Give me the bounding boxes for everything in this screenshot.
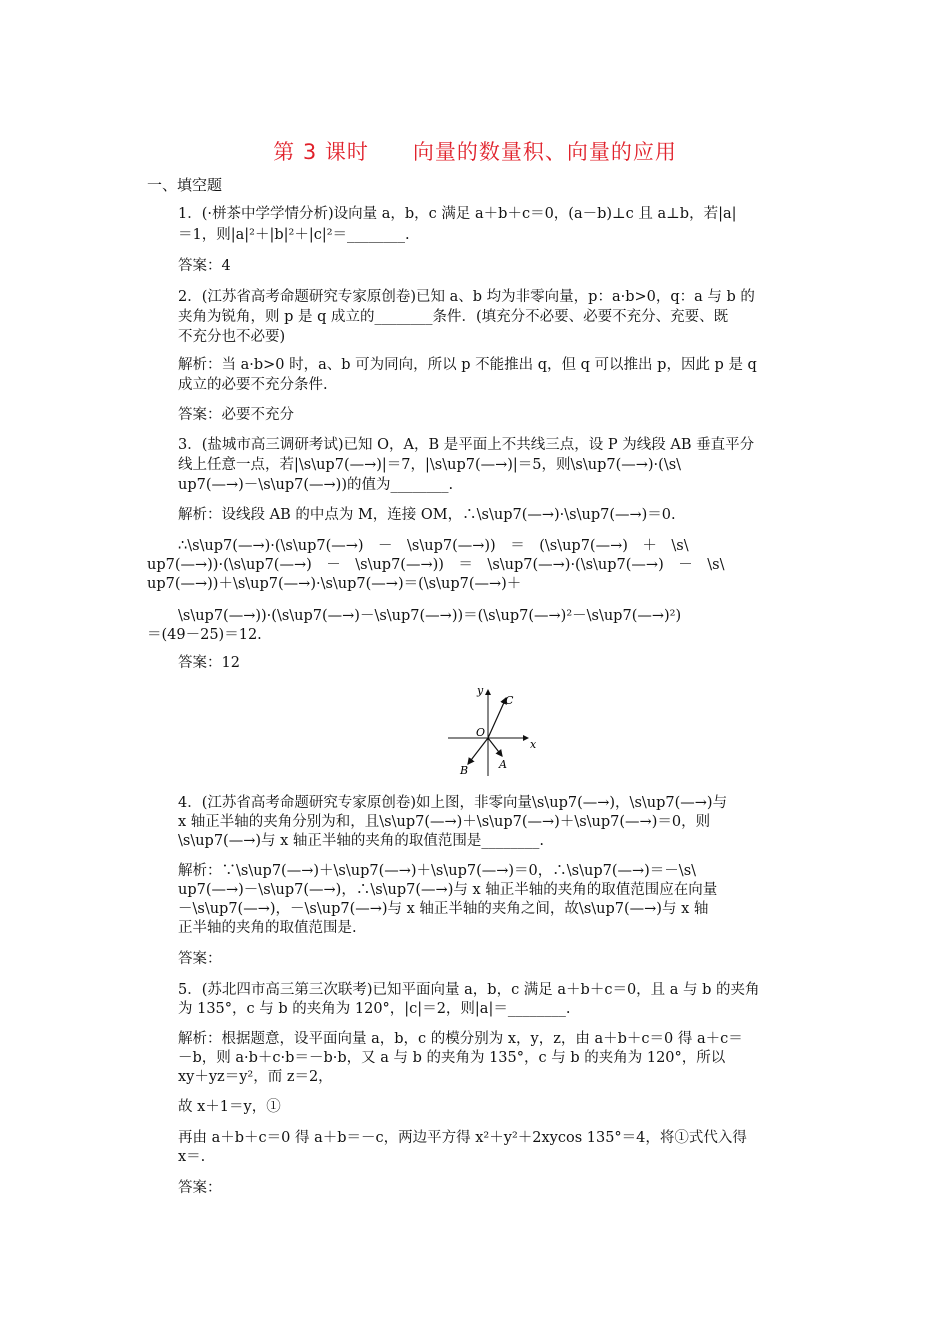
q4-analysis-3: －\s\up7(—→)，－\s\up7(—→)与 x 轴正半轴的夹角之间，故\s\up7(—→)与 x 轴: [178, 901, 709, 917]
lesson-title: 第 3 课时 向量的数量积、向量的应用: [273, 140, 677, 164]
q2-line-2: 夹角为锐角，则 p 是 q 成立的________条件．(填充分不必要、必要不充分、充要、既: [178, 309, 729, 325]
q5-answer: 答案：: [178, 1180, 222, 1196]
q3-line-1: 3．(盐城市高三调研考试)已知 O，A，B 是平面上不共线三点，设 P 为线段 AB 垂直平分: [178, 437, 755, 453]
q3-analysis-5: \s\up7(—→))·(\s\up7(—→)－\s\up7(—→))＝(\s\up7(—→)²－\s\up7(—→)²): [178, 608, 682, 624]
q5-analysis-4: 故 x＋1＝y，①: [178, 1099, 281, 1115]
q4-line-2: x 轴正半轴的夹角分别为和，且\s\up7(—→)＋\s\up7(—→)＋\s\up7(—→)＝0，则: [178, 814, 711, 830]
q4-analysis-2: up7(—→)－\s\up7(—→)，∴\s\up7(—→)与 x 轴正半轴的夹角的取值范围应在向量: [178, 882, 718, 898]
y-label: y: [477, 684, 484, 697]
q2-analysis-2: 成立的必要不充分条件.: [178, 377, 328, 393]
q4-analysis-1: 解析：∵\s\up7(—→)＋\s\up7(—→)＋\s\up7(—→)＝0，∴\s\up7(—→)＝－\s\: [178, 863, 697, 879]
q5-line-1: 5．(苏北四市高三第三次联考)已知平面向量 a，b，c 满足 a＋b＋c＝0，且 a 与 b 的夹角: [178, 982, 760, 998]
q3-line-3: up7(—→)－\s\up7(—→))的值为________.: [178, 477, 454, 493]
q2-analysis-1: 解析：当 a·b>0 时，a、b 可为同向，所以 p 不能推出 q，但 q 可以推出 p，因此 p 是 q: [178, 357, 757, 373]
b-label: B: [460, 764, 469, 777]
a-label: A: [499, 758, 507, 771]
q2-answer: 答案：必要不充分: [178, 407, 294, 423]
q2-line-1: 2．(江苏省高考命题研究专家原创卷)已知 a、b 均为非零向量，p：a·b>0，q：a 与 b 的: [178, 289, 755, 305]
x-label: x: [530, 738, 537, 751]
q5-line-2: 为 135°，c 与 b 的夹角为 120°，|c|＝2，则|a|＝________.: [178, 1001, 571, 1017]
c-label: C: [505, 694, 514, 707]
q5-analysis-3: xy＋yz＝y²，而 z＝2，: [178, 1069, 333, 1085]
q3-analysis-6: ＝(49－25)＝12.: [147, 627, 262, 643]
q4-analysis-4: 正半轴的夹角的取值范围是.: [178, 920, 357, 936]
vector-diagram: [440, 684, 540, 780]
q3-answer: 答案：12: [178, 655, 240, 671]
q5-analysis-1: 解析：根据题意，设平面向量 a，b，c 的模分别为 x，y，z，由 a＋b＋c＝0 得 a＋c＝: [178, 1031, 743, 1047]
q5-analysis-6: x＝.: [178, 1149, 206, 1165]
q1-line-2: ＝1，则|a|²＋|b|²＋|c|²＝________.: [178, 227, 410, 243]
q3-analysis-4: up7(—→))＋\s\up7(—→)·\s\up7(—→)＝(\s\up7(—→)＋: [147, 576, 522, 592]
vector-oc: [488, 698, 506, 738]
q2-line-3: 不充分也不必要): [178, 329, 286, 345]
origin-label: O: [476, 726, 486, 739]
q4-line-1: 4．(江苏省高考命题研究专家原创卷)如上图，非零向量\s\up7(—→)，\s\up7(—→)与: [178, 795, 728, 811]
q5-analysis-2: －b，则 a·b＋c·b＝－b·b，又 a 与 b 的夹角为 135°，c 与 b 的夹角为 120°，所以: [178, 1050, 726, 1066]
section-heading: 一、填空题: [147, 176, 223, 194]
q3-analysis-2: ∴\s\up7(—→)·(\s\up7(—→) － \s\up7(—→)) ＝ (\s\up7(—→) ＋ \s\: [178, 538, 689, 554]
q3-analysis-3: up7(—→))·(\s\up7(—→) － \s\up7(—→)) ＝ \s\up7(—→)·(\s\up7(—→) － \s\: [147, 557, 725, 573]
q3-analysis-1: 解析：设线段 AB 的中点为 M，连接 OM，∴\s\up7(—→)·\s\up7(—→)＝0.: [178, 507, 676, 523]
q5-analysis-5: 再由 a＋b＋c＝0 得 a＋b＝－c，两边平方得 x²＋y²＋2xycos 135°＝4，将①式代入得: [178, 1130, 747, 1146]
q1-answer: 答案：4: [178, 258, 231, 274]
q4-line-3: \s\up7(—→)与 x 轴正半轴的夹角的取值范围是________.: [178, 833, 545, 849]
vector-oa: [488, 738, 502, 756]
q1-line-1: 1．(·栟茶中学学情分析)设向量 a，b，c 满足 a＋b＋c＝0，(a－b)⊥c 且 a⊥b，若|a|: [178, 206, 737, 222]
q3-line-2: 线上任意一点，若|\s\up7(—→)|＝7，|\s\up7(—→)|＝5，则\s\up7(—→)·(\s\: [178, 457, 682, 473]
vector-ob: [468, 738, 488, 764]
q4-answer: 答案：: [178, 951, 222, 967]
